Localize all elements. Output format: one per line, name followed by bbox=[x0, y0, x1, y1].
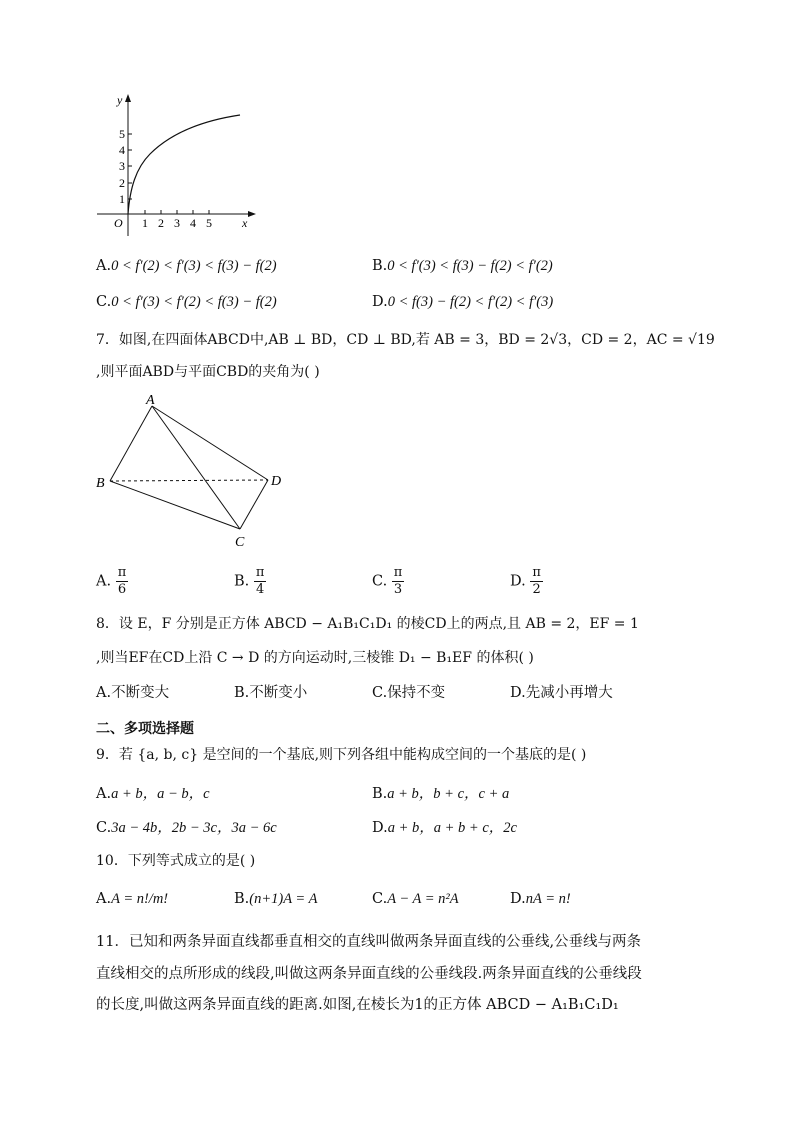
option-letter: D. bbox=[372, 294, 388, 310]
q8-option-a[interactable] bbox=[96, 683, 169, 703]
option-letter: D. bbox=[372, 820, 388, 836]
x-tick-5: 5 bbox=[206, 216, 212, 230]
option-text: 3a − 4b，2b − 3c，3a − 6c bbox=[111, 820, 277, 836]
section-heading: 二、多项选择题 bbox=[96, 721, 194, 737]
option-letter: C. bbox=[372, 891, 388, 907]
q7-option-d[interactable] bbox=[510, 565, 543, 598]
q9-option-c[interactable] bbox=[96, 818, 277, 838]
q8-option-d[interactable] bbox=[510, 683, 613, 703]
q9-option-d[interactable] bbox=[372, 818, 517, 838]
q11-line2: 直线相交的点所形成的线段,叫做这两条异面直线的公垂线段.两条异面直线的公垂线段 bbox=[96, 966, 642, 982]
option-letter: B. bbox=[372, 786, 388, 802]
option-letter: C. bbox=[96, 820, 112, 836]
y-tick-2: 2 bbox=[119, 176, 125, 190]
q6-option-a[interactable] bbox=[96, 256, 277, 276]
fraction-numerator: π bbox=[255, 565, 265, 580]
option-text: a + b，b + c，c + a bbox=[387, 786, 510, 802]
option-letter: B. bbox=[372, 258, 388, 274]
q7-option-c[interactable] bbox=[372, 565, 404, 598]
option-text: 先减小再增大 bbox=[525, 685, 613, 701]
vertex-b-label: B bbox=[96, 476, 105, 491]
x-tick-1: 1 bbox=[142, 216, 148, 230]
x-tick-2: 2 bbox=[158, 216, 164, 230]
x-axis-label: x bbox=[242, 216, 248, 230]
q11-line1: 11．已知和两条异面直线都垂直相交的直线叫做两条异面直线的公垂线,公垂线与两条 bbox=[96, 934, 642, 950]
q10-stem: 10．下列等式成立的是( ) bbox=[96, 853, 256, 869]
option-text: (n+1)A = A bbox=[249, 891, 318, 907]
option-text: 保持不变 bbox=[387, 685, 446, 701]
q8-stem-line1: 8．设 E，F 分别是正方体 ABCD − A₁B₁C₁D₁ 的棱CD上的两点,且 AB = 2，EF = 1 bbox=[96, 616, 639, 632]
q6-option-c[interactable] bbox=[96, 292, 277, 312]
function-curve bbox=[128, 115, 240, 214]
vertex-a-label: A bbox=[146, 393, 155, 408]
fraction-denominator: 6 bbox=[117, 582, 127, 597]
fraction-numerator: π bbox=[117, 565, 127, 580]
x-tick-3: 3 bbox=[174, 216, 180, 230]
option-text: 不断变小 bbox=[249, 685, 308, 701]
q7-option-a[interactable] bbox=[96, 565, 128, 598]
y-tick-3: 3 bbox=[119, 159, 125, 173]
y-axis-label: y bbox=[117, 93, 123, 107]
option-letter: A. bbox=[96, 786, 112, 802]
option-letter: D. bbox=[510, 685, 526, 701]
option-text: A = n!/m! bbox=[111, 891, 169, 907]
q7-stem-line2: ,则平面ABD与平面CBD的夹角为( ) bbox=[96, 364, 320, 380]
option-letter: A. bbox=[96, 891, 112, 907]
option-text: a + b，a − b，c bbox=[111, 786, 210, 802]
option-letter: C. bbox=[96, 294, 112, 310]
q8-option-b[interactable] bbox=[234, 683, 307, 703]
vertex-c-label: C bbox=[235, 535, 245, 550]
q9-stem: 9．若 {a, b, c} 是空间的一个基底,则下列各组中能构成空间的一个基底的是( ) bbox=[96, 747, 587, 763]
q10-option-d[interactable] bbox=[510, 889, 571, 909]
option-letter: B. bbox=[234, 685, 250, 701]
option-letter: B. bbox=[234, 891, 250, 907]
fraction-numerator: π bbox=[393, 565, 403, 580]
q11-line3: 的长度,叫做这两条异面直线的距离.如图,在棱长为1的正方体 ABCD − A₁B₁C₁D₁ bbox=[96, 997, 619, 1013]
option-letter: C. bbox=[372, 685, 388, 701]
option-letter: A. bbox=[96, 685, 112, 701]
option-text: 0 < f′(3) < f(3) − f(2) < f′(2) bbox=[387, 258, 553, 274]
q7-option-b[interactable] bbox=[234, 565, 266, 598]
q7-tetrahedron-figure bbox=[92, 390, 292, 550]
option-letter: B. bbox=[234, 573, 250, 590]
option-letter: C. bbox=[372, 573, 388, 590]
q6-function-graph bbox=[92, 88, 262, 238]
option-letter: A. bbox=[96, 573, 112, 590]
q6-option-b[interactable] bbox=[372, 256, 553, 276]
fraction-numerator: π bbox=[532, 565, 541, 580]
y-tick-4: 4 bbox=[119, 143, 125, 157]
fraction-denominator: 2 bbox=[532, 582, 541, 597]
option-text: 不断变大 bbox=[111, 685, 170, 701]
vertex-d-label: D bbox=[271, 474, 282, 489]
q10-option-a[interactable] bbox=[96, 889, 168, 909]
fraction-denominator: 4 bbox=[256, 582, 265, 597]
option-text: 0 < f′(2) < f′(3) < f(3) − f(2) bbox=[111, 258, 277, 274]
option-text: 0 < f′(3) < f′(2) < f(3) − f(2) bbox=[111, 294, 277, 310]
origin-label: O bbox=[114, 216, 123, 230]
q8-option-c[interactable] bbox=[372, 683, 445, 703]
q7-stem-line1: 7．如图,在四面体ABCD中,AB ⊥ BD，CD ⊥ BD,若 AB = 3，BD = 2√3，CD = 2，AC = √19 bbox=[96, 332, 715, 348]
q9-option-b[interactable] bbox=[372, 784, 509, 804]
y-tick-5: 5 bbox=[119, 127, 125, 141]
q6-option-d[interactable] bbox=[372, 292, 553, 312]
option-text: nA = n! bbox=[525, 891, 571, 907]
option-letter: D. bbox=[510, 891, 526, 907]
option-letter: A. bbox=[96, 258, 112, 274]
y-tick-1: 1 bbox=[119, 192, 125, 206]
option-letter: D. bbox=[510, 573, 526, 590]
option-text: 0 < f(3) − f(2) < f′(2) < f′(3) bbox=[387, 294, 554, 310]
option-text: A − A = n²A bbox=[387, 891, 459, 907]
q10-option-b[interactable] bbox=[234, 889, 317, 909]
x-tick-4: 4 bbox=[190, 216, 196, 230]
q10-option-c[interactable] bbox=[372, 889, 459, 909]
q8-stem-line2: ,则当EF在CD上沿 C → D 的方向运动时,三棱锥 D₁ − B₁EF 的体积( ) bbox=[96, 650, 534, 666]
option-text: a + b，a + b + c，2c bbox=[387, 820, 517, 836]
fraction-denominator: 3 bbox=[393, 582, 403, 597]
q9-option-a[interactable] bbox=[96, 784, 210, 804]
